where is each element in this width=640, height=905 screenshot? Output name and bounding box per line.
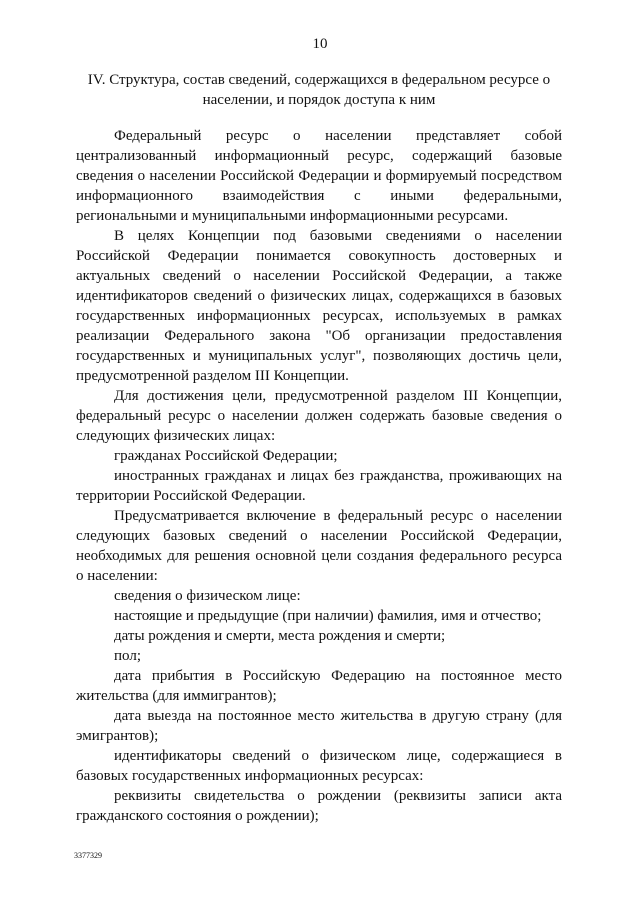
document-body	[76, 126, 562, 826]
list-item-birth-certificate: реквизиты свидетельства о рождении (реквизиты записи акта гражданского состояния о рождении);	[76, 788, 562, 824]
list-item-foreigners: иностранных гражданах и лицах без гражданства, проживающих на территории Российской Федерации.	[76, 468, 562, 504]
list-item-dates: даты рождения и смерти, места рождения и смерти;	[114, 628, 446, 644]
document-code: 3377329	[74, 851, 102, 860]
list-item-person-info: сведения о физическом лице:	[114, 588, 301, 604]
list-item-identifiers: идентификаторы сведений о физическом лице, содержащиеся в базовых государственных информационных ресурсах:	[76, 748, 562, 784]
paragraph-inclusion: Предусматривается включение в федеральный ресурс о населении следующих базовых сведений о населении Российской Федерации, необходимых для решения основной цели создания федерального ресурса о населении:	[76, 508, 562, 584]
list-item-citizens: гражданах Российской Федерации;	[114, 448, 338, 464]
paragraph-goal: Для достижения цели, предусмотренной разделом III Концепции, федеральный ресурс о населении должен содержать базовые сведения о следующих физических лицах:	[76, 388, 562, 444]
list-item-arrival: дата прибытия в Российскую Федерацию на постоянное место жительства (для иммигрантов);	[76, 668, 562, 704]
paragraph-basic-data: В целях Концепции под базовыми сведениями о населении Российской Федерации понимается совокупность достоверных и актуальных сведений о населении Российской Федерации, а также идентификаторов сведений о физических лицах, содержащихся в базовых государственных информационных ресурсах, используемых в рамках реализации Федерального закона "Об организации предоставления государственных и муниципальных услуг", позволяющих достичь цели, предусмотренной разделом III Концепции.	[76, 228, 562, 384]
list-item-sex: пол;	[114, 648, 141, 664]
paragraph-definition: Федеральный ресурс о населении представляет собой централизованный информационный ресурс, содержащий базовые сведения о населении Российской Федерации и формируемый посредством информационного взаимодействия с иными федеральными, региональными и муниципальными информационными ресурсами.	[76, 128, 562, 224]
page-number: 10	[312, 36, 328, 52]
list-item-names: настоящие и предыдущие (при наличии) фамилия, имя и отчество;	[114, 608, 542, 624]
section-heading: IV. Структура, состав сведений, содержащихся в федеральном ресурсе о населении, и порядок доступа к ним	[87, 72, 551, 108]
list-item-departure: дата выезда на постоянное место жительства в другую страну (для эмигрантов);	[76, 708, 562, 744]
